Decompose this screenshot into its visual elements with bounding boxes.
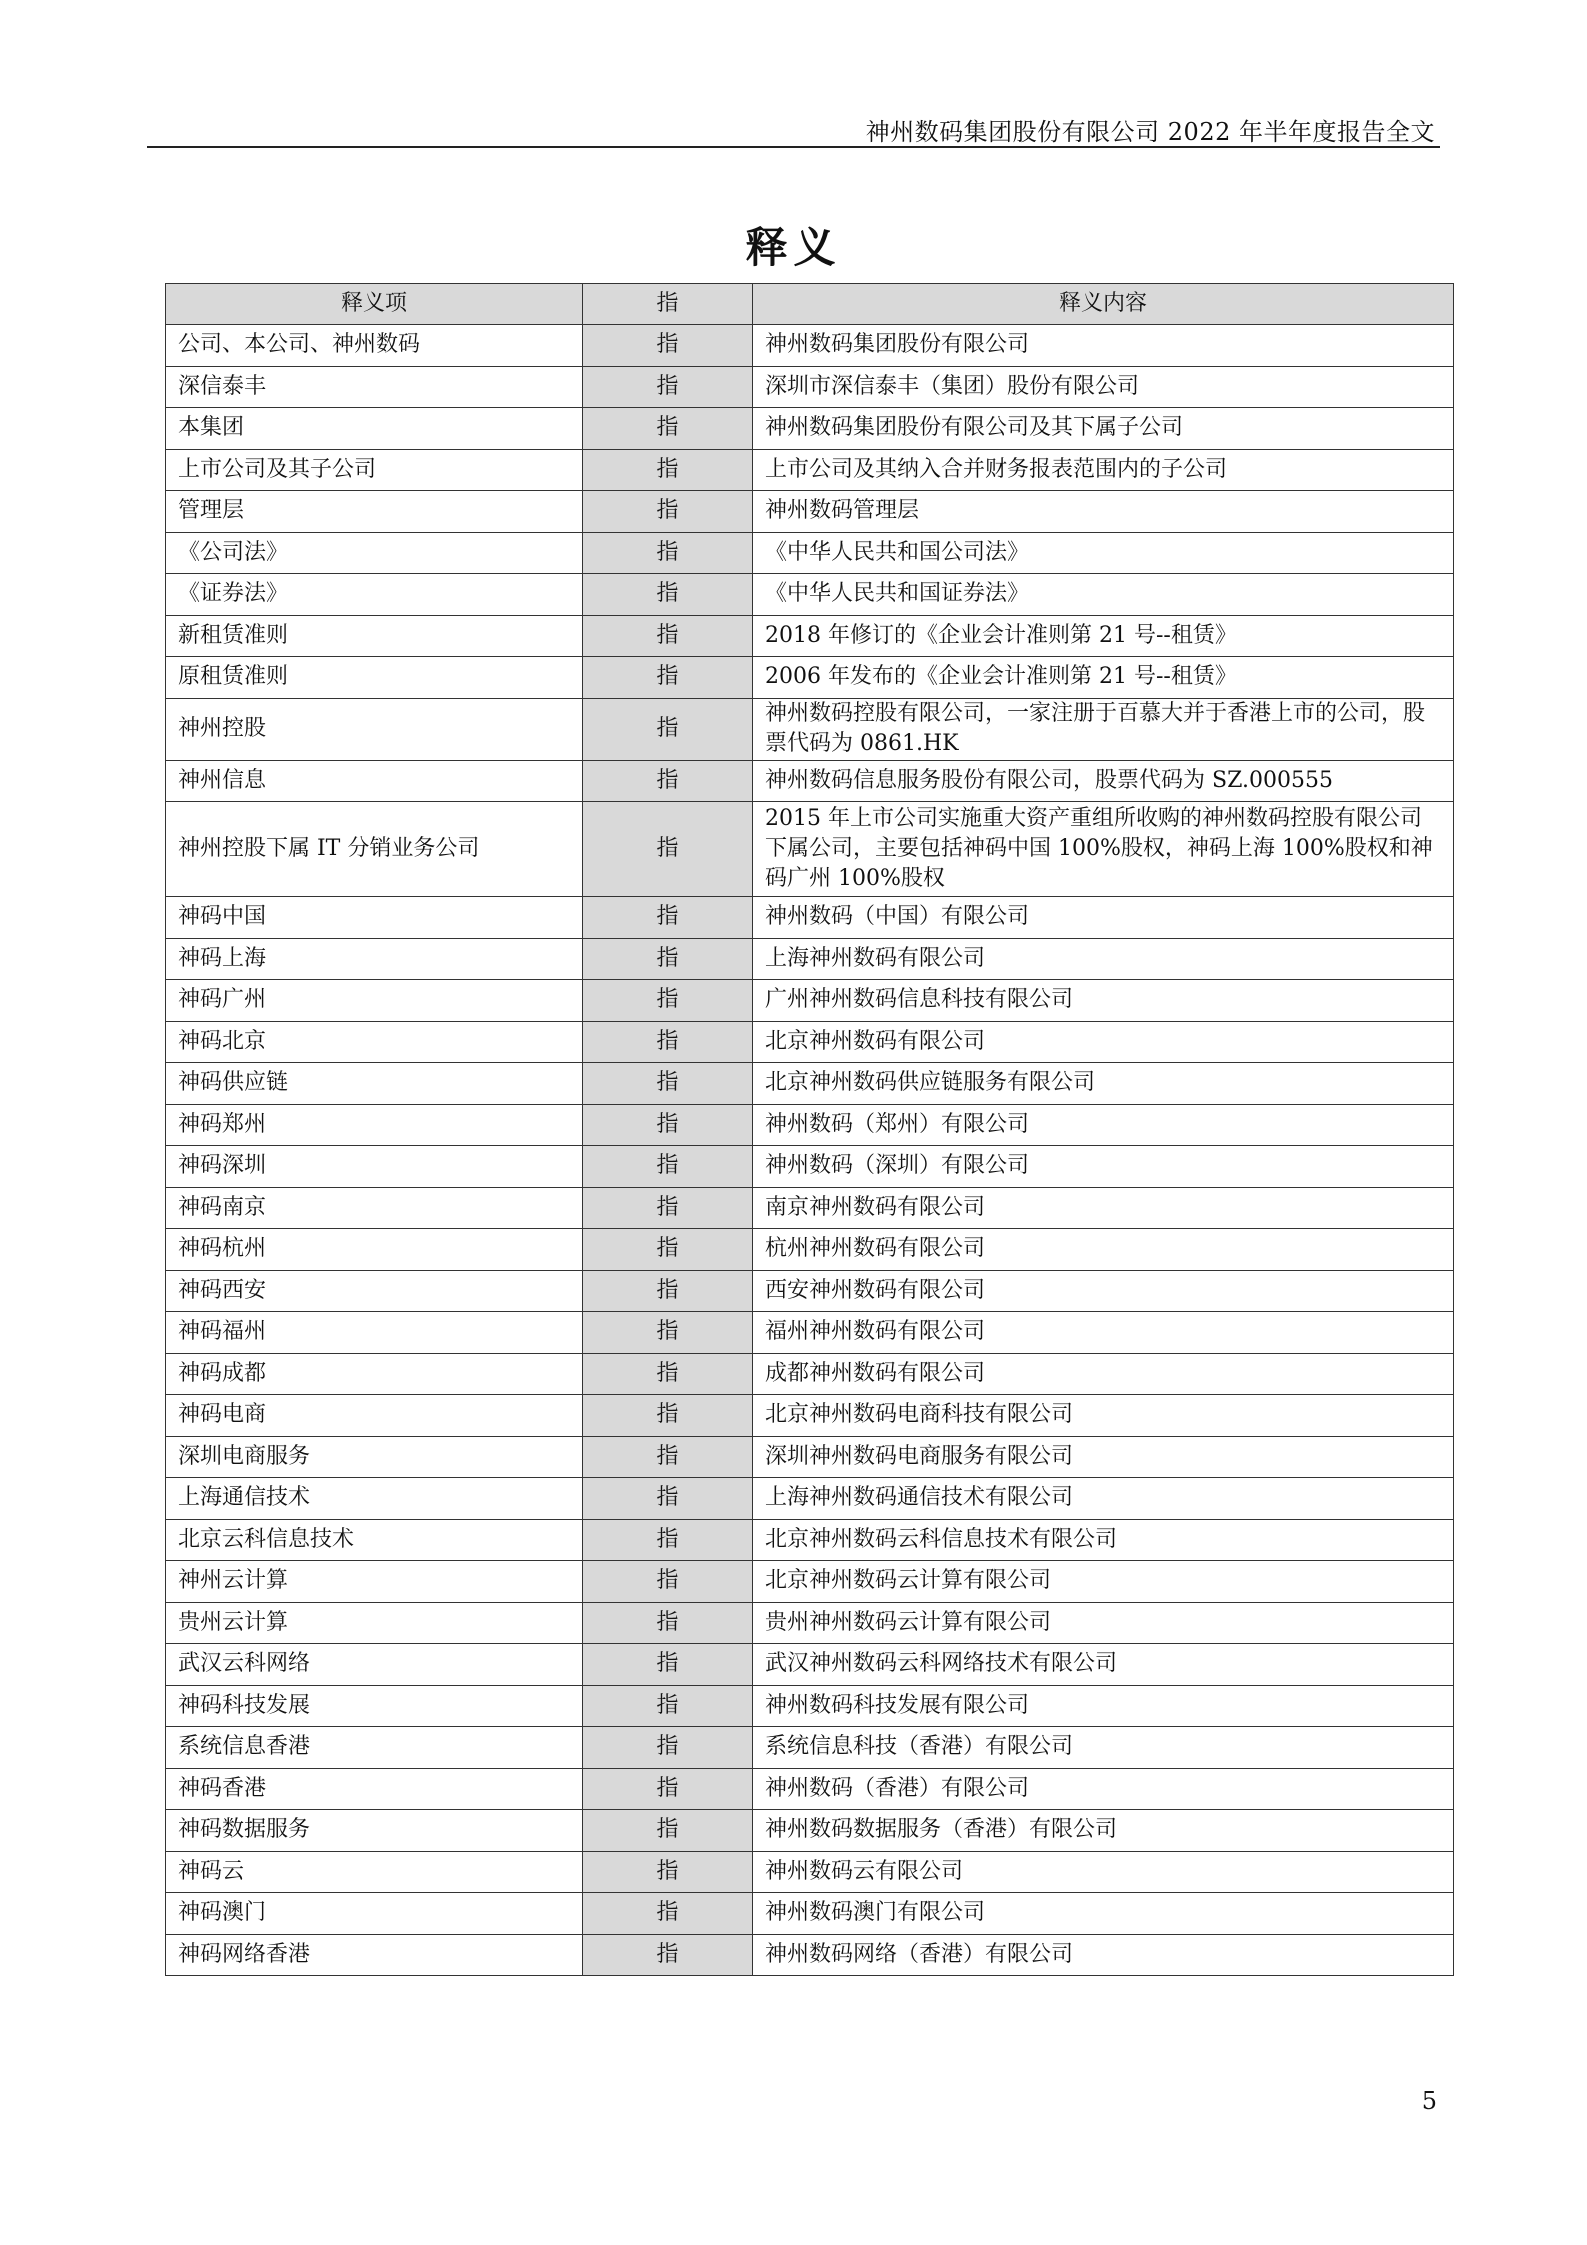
table-row (166, 1727, 1454, 1769)
row-term: 管理层 (166, 491, 583, 533)
row-term: 神州控股下属 IT 分销业务公司 (166, 802, 583, 897)
row-content: 上海神州数码通信技术有限公司 (753, 1478, 1454, 1520)
table-row (166, 760, 1454, 802)
row-term: 神码网络香港 (166, 1934, 583, 1976)
row-term: 深圳电商服务 (166, 1436, 583, 1478)
row-content: 2018 年修订的《企业会计准则第 21 号--租赁》 (753, 615, 1454, 657)
row-content: 杭州神州数码有限公司 (753, 1229, 1454, 1271)
row-ref: 指 (583, 1270, 753, 1312)
row-content: 神州数码信息服务股份有限公司，股票代码为 SZ.000555 (753, 760, 1454, 802)
row-ref: 指 (583, 532, 753, 574)
row-content: 神州数码云有限公司 (753, 1851, 1454, 1893)
table-row (166, 1810, 1454, 1852)
row-term: 新租赁准则 (166, 615, 583, 657)
row-ref: 指 (583, 1353, 753, 1395)
table-row (166, 1436, 1454, 1478)
table-row (166, 366, 1454, 408)
row-content: 贵州神州数码云计算有限公司 (753, 1602, 1454, 1644)
row-ref: 指 (583, 802, 753, 897)
row-ref: 指 (583, 1146, 753, 1188)
table-row (166, 1187, 1454, 1229)
row-content: 2006 年发布的《企业会计准则第 21 号--租赁》 (753, 657, 1454, 699)
row-content: 2015 年上市公司实施重大资产重组所收购的神州数码控股有限公司下属公司，主要包括神码中国 100%股权，神码上海 100%股权和神码广州 100%股权 (753, 802, 1454, 897)
row-term: 《证券法》 (166, 574, 583, 616)
row-ref: 指 (583, 1519, 753, 1561)
row-ref: 指 (583, 657, 753, 699)
row-term: 神码澳门 (166, 1893, 583, 1935)
table-body (166, 325, 1454, 1976)
row-ref: 指 (583, 1810, 753, 1852)
row-term: 神码数据服务 (166, 1810, 583, 1852)
row-ref: 指 (583, 1685, 753, 1727)
table-row (166, 1478, 1454, 1520)
row-term: 神码杭州 (166, 1229, 583, 1271)
row-content: 北京神州数码电商科技有限公司 (753, 1395, 1454, 1437)
row-content: 神州数码管理层 (753, 491, 1454, 533)
row-ref: 指 (583, 980, 753, 1022)
table-row (166, 1602, 1454, 1644)
row-term: 深信泰丰 (166, 366, 583, 408)
row-content: 神州数码澳门有限公司 (753, 1893, 1454, 1935)
row-ref: 指 (583, 1644, 753, 1686)
row-term: 神码西安 (166, 1270, 583, 1312)
row-content: 神州数码（香港）有限公司 (753, 1768, 1454, 1810)
row-content: 广州神州数码信息科技有限公司 (753, 980, 1454, 1022)
row-content: 神州数码数据服务（香港）有限公司 (753, 1810, 1454, 1852)
row-term: 系统信息香港 (166, 1727, 583, 1769)
row-ref: 指 (583, 938, 753, 980)
row-ref: 指 (583, 1934, 753, 1976)
row-ref: 指 (583, 1436, 753, 1478)
document-header-title: 神州数码集团股份有限公司 2022 年半年度报告全文 (865, 118, 1435, 146)
row-content: 北京神州数码云计算有限公司 (753, 1561, 1454, 1603)
row-content: 深圳神州数码电商服务有限公司 (753, 1436, 1454, 1478)
row-term: 神码上海 (166, 938, 583, 980)
table-row (166, 657, 1454, 699)
row-content: 北京神州数码供应链服务有限公司 (753, 1063, 1454, 1105)
row-term: 神码南京 (166, 1187, 583, 1229)
header-content: 释义内容 (753, 284, 1454, 325)
table-row (166, 449, 1454, 491)
table-header-row (166, 284, 1454, 325)
header-divider (147, 146, 1440, 148)
table-row (166, 491, 1454, 533)
row-ref: 指 (583, 698, 753, 760)
row-ref: 指 (583, 1063, 753, 1105)
table-row (166, 1229, 1454, 1271)
table-row (166, 1934, 1454, 1976)
table-row (166, 1104, 1454, 1146)
row-term: 本集团 (166, 408, 583, 450)
table-row (166, 1893, 1454, 1935)
row-content: 神州数码科技发展有限公司 (753, 1685, 1454, 1727)
row-term: 神州控股 (166, 698, 583, 760)
row-ref: 指 (583, 1768, 753, 1810)
row-content: 神州数码集团股份有限公司及其下属子公司 (753, 408, 1454, 450)
row-term: 《公司法》 (166, 532, 583, 574)
row-content: 上市公司及其纳入合并财务报表范围内的子公司 (753, 449, 1454, 491)
row-ref: 指 (583, 1602, 753, 1644)
row-ref: 指 (583, 1312, 753, 1354)
row-term: 贵州云计算 (166, 1602, 583, 1644)
row-ref: 指 (583, 366, 753, 408)
definitions-table (165, 283, 1454, 1976)
row-content: 成都神州数码有限公司 (753, 1353, 1454, 1395)
table-row (166, 1021, 1454, 1063)
table-row (166, 1851, 1454, 1893)
row-content: 神州数码（中国）有限公司 (753, 897, 1454, 939)
header-ref: 指 (583, 284, 753, 325)
table-row (166, 802, 1454, 897)
row-ref: 指 (583, 1395, 753, 1437)
row-term: 神州信息 (166, 760, 583, 802)
row-content: 福州神州数码有限公司 (753, 1312, 1454, 1354)
row-ref: 指 (583, 1893, 753, 1935)
row-term: 上市公司及其子公司 (166, 449, 583, 491)
table-row (166, 1353, 1454, 1395)
row-ref: 指 (583, 449, 753, 491)
row-content: 北京神州数码有限公司 (753, 1021, 1454, 1063)
row-ref: 指 (583, 1187, 753, 1229)
table-row (166, 532, 1454, 574)
row-ref: 指 (583, 325, 753, 367)
table-row (166, 1395, 1454, 1437)
row-ref: 指 (583, 1021, 753, 1063)
row-content: 南京神州数码有限公司 (753, 1187, 1454, 1229)
table-row (166, 1312, 1454, 1354)
table-row (166, 325, 1454, 367)
table-row (166, 574, 1454, 616)
row-content: 神州数码控股有限公司，一家注册于百慕大并于香港上市的公司，股票代码为 0861.HK (753, 698, 1454, 760)
row-term: 武汉云科网络 (166, 1644, 583, 1686)
row-term: 公司、本公司、神州数码 (166, 325, 583, 367)
header-term: 释义项 (166, 284, 583, 325)
row-content: 深圳市深信泰丰（集团）股份有限公司 (753, 366, 1454, 408)
page-number: 5 (1421, 2087, 1437, 2115)
row-content: 神州数码（深圳）有限公司 (753, 1146, 1454, 1188)
row-content: 上海神州数码有限公司 (753, 938, 1454, 980)
row-term: 神码深圳 (166, 1146, 583, 1188)
row-term: 神码成都 (166, 1353, 583, 1395)
row-ref: 指 (583, 760, 753, 802)
row-ref: 指 (583, 897, 753, 939)
row-content: 西安神州数码有限公司 (753, 1270, 1454, 1312)
row-ref: 指 (583, 491, 753, 533)
row-content: 北京神州数码云科信息技术有限公司 (753, 1519, 1454, 1561)
row-ref: 指 (583, 1727, 753, 1769)
table-row (166, 1768, 1454, 1810)
row-term: 神码北京 (166, 1021, 583, 1063)
table-row (166, 1561, 1454, 1603)
row-content: 武汉神州数码云科网络技术有限公司 (753, 1644, 1454, 1686)
row-term: 神码供应链 (166, 1063, 583, 1105)
row-term: 原租赁准则 (166, 657, 583, 699)
row-ref: 指 (583, 1104, 753, 1146)
table-row (166, 980, 1454, 1022)
page-title: 释义 (745, 223, 842, 272)
row-ref: 指 (583, 408, 753, 450)
row-term: 神码郑州 (166, 1104, 583, 1146)
table-row (166, 1644, 1454, 1686)
row-ref: 指 (583, 1229, 753, 1271)
table-row (166, 698, 1454, 760)
row-term: 北京云科信息技术 (166, 1519, 583, 1561)
row-term: 神码云 (166, 1851, 583, 1893)
table-row (166, 1063, 1454, 1105)
row-ref: 指 (583, 1851, 753, 1893)
table-row (166, 615, 1454, 657)
row-content: 神州数码（郑州）有限公司 (753, 1104, 1454, 1146)
table-row (166, 897, 1454, 939)
row-ref: 指 (583, 1478, 753, 1520)
row-ref: 指 (583, 1561, 753, 1603)
row-ref: 指 (583, 615, 753, 657)
row-term: 神码电商 (166, 1395, 583, 1437)
row-term: 神码香港 (166, 1768, 583, 1810)
row-term: 神码福州 (166, 1312, 583, 1354)
table-row (166, 408, 1454, 450)
row-content: 《中华人民共和国证券法》 (753, 574, 1454, 616)
row-term: 神码科技发展 (166, 1685, 583, 1727)
row-term: 神码广州 (166, 980, 583, 1022)
row-content: 神州数码网络（香港）有限公司 (753, 1934, 1454, 1976)
row-content: 《中华人民共和国公司法》 (753, 532, 1454, 574)
row-ref: 指 (583, 574, 753, 616)
table-row (166, 1685, 1454, 1727)
row-term: 上海通信技术 (166, 1478, 583, 1520)
table-row (166, 938, 1454, 980)
table-row (166, 1146, 1454, 1188)
row-term: 神州云计算 (166, 1561, 583, 1603)
table-row (166, 1519, 1454, 1561)
row-term: 神码中国 (166, 897, 583, 939)
row-content: 神州数码集团股份有限公司 (753, 325, 1454, 367)
row-content: 系统信息科技（香港）有限公司 (753, 1727, 1454, 1769)
table-row (166, 1270, 1454, 1312)
